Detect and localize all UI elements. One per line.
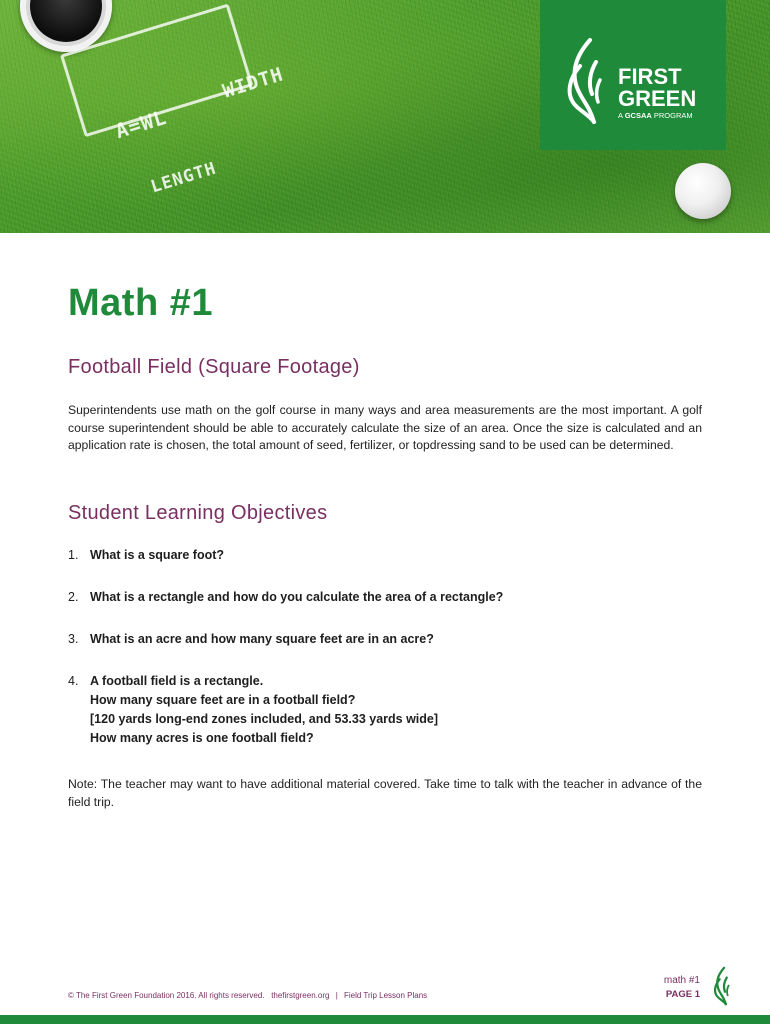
chalk-length-label: LENGTH xyxy=(148,158,219,198)
hero-banner xyxy=(0,0,770,233)
page-label xyxy=(664,974,700,1002)
objective-number: 4. xyxy=(68,674,79,688)
logo-word-green: GREEN xyxy=(618,86,697,111)
section-subtitle: Football Field (Square Footage) xyxy=(68,356,360,378)
logo-tagline: A GCSAA PROGRAM xyxy=(618,111,693,120)
golf-ball-image xyxy=(675,163,731,219)
page-title: Math #1 xyxy=(68,282,213,324)
copyright-text: © The First Green Foundation 2016. All rights reserved. xyxy=(68,991,265,1000)
page-number: PAGE 1 xyxy=(665,989,700,1000)
objective-number: 3. xyxy=(68,632,79,646)
objectives-heading: Student Learning Objectives xyxy=(68,502,328,524)
chalk-width-label: WIDTH xyxy=(220,63,287,103)
chalk-area-formula: A=WL xyxy=(112,104,170,144)
series-name: Field Trip Lesson Plans xyxy=(344,991,428,1000)
sprout-logo-icon xyxy=(710,966,732,1006)
objective-number: 1. xyxy=(68,548,79,562)
logo-word-first: FIRST xyxy=(618,64,682,89)
objective-text: What is an acre and how many square feet are in an acre? xyxy=(90,632,434,646)
first-green-logo xyxy=(540,0,726,150)
footer-credits xyxy=(68,991,427,1000)
intro-paragraph: Superintendents use math on the golf course in many ways and area measurements are the most important. A golf course superintendent should be able to accurately calculate the size of an area. Once the size is calculated and an application rate is chosen, the total amount of seed, fertilizer, or topdressing sand to be used can be determined. xyxy=(68,403,702,452)
footer-separator: | xyxy=(335,991,338,1000)
footer-bar xyxy=(0,1015,770,1024)
objective-text: What is a square foot? xyxy=(90,548,225,562)
objective-number: 2. xyxy=(68,590,79,604)
sprout-logo-icon xyxy=(560,36,606,126)
teacher-note: Note: The teacher may want to have additional material covered. Take time to talk with the teacher in advance of the field trip. xyxy=(68,777,702,809)
objective-text: A football field is a rectangle. How many square feet are in a football field? [120 yards long-end zones included, and 53.33 yards wide] How many acres is one football field? xyxy=(90,674,439,745)
website-link[interactable]: thefirstgreen.org xyxy=(271,991,330,1000)
objective-text: What is a rectangle and how do you calculate the area of a rectangle? xyxy=(90,590,504,604)
page-name: math #1 xyxy=(663,975,700,986)
